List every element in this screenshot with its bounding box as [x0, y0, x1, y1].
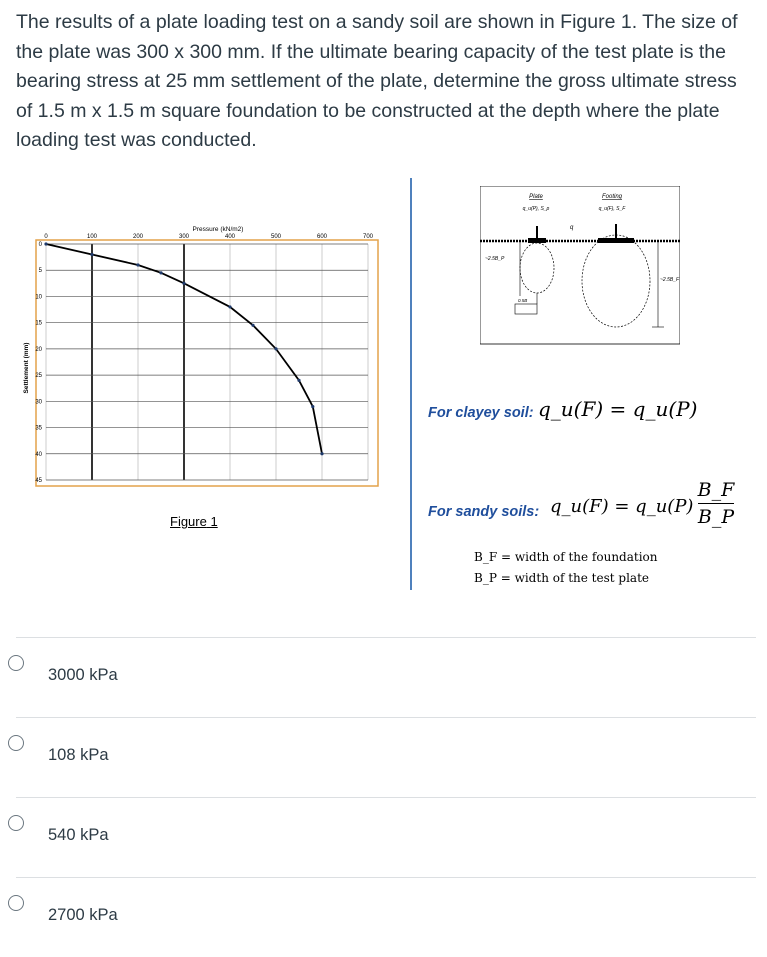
chart-point — [320, 452, 323, 455]
chart-point — [44, 242, 47, 245]
chart-x-tick-label: 300 — [178, 234, 190, 240]
choice-item[interactable] — [0, 717, 767, 797]
chart-y-tick-label: 25 — [35, 373, 42, 380]
chart-y-tick-label: 45 — [35, 478, 42, 484]
chart-y-tick-label: 0 — [38, 242, 42, 248]
chart-point — [274, 347, 277, 350]
chart-y-tick-label: 40 — [35, 451, 42, 458]
plate-footing-diagram — [480, 186, 680, 346]
chart-point — [136, 263, 139, 266]
legend-foundation: B_F = width of the foundation — [474, 550, 658, 564]
chart-x-ticks — [44, 234, 373, 240]
diagram-right-depth: ~2.5B_F — [660, 277, 680, 283]
chart-y-tick-label: 15 — [35, 320, 42, 327]
chart-ylabel: Settlement (mm) — [23, 342, 30, 394]
sandy-soil-equation-left: q_u(F) = q_u(P) — [550, 496, 694, 517]
clayey-soil-label: For clayey soil: — [428, 405, 534, 421]
sandy-soil-label: For sandy soils: — [428, 504, 540, 520]
choice-label[interactable]: 108 kPa — [48, 746, 109, 764]
fraction-numerator: B_F — [697, 479, 735, 501]
chart-point — [311, 405, 314, 408]
radio-button[interactable] — [8, 655, 24, 671]
diagram-small-label: 0.5B — [518, 298, 528, 303]
figure-caption-number: 1 — [210, 514, 218, 529]
sandy-soil-fraction — [696, 478, 736, 529]
chart-y-tick-label: 20 — [35, 346, 42, 353]
diagram-frame — [480, 186, 680, 344]
chart-x-tick-label: 700 — [362, 234, 374, 240]
choice-item[interactable] — [0, 877, 767, 957]
choice-label[interactable]: 2700 kPa — [48, 906, 118, 924]
chart-plot-border — [36, 240, 378, 486]
fraction-denominator: B_P — [697, 506, 735, 528]
chart-point — [228, 305, 231, 308]
chart-y-tick-label: 30 — [35, 399, 42, 406]
chart-x-tick-label: 200 — [132, 234, 144, 240]
figure-caption-label: Figure — [170, 514, 207, 529]
chart-x-tick-label: 0 — [44, 234, 48, 240]
diagram-q-label: q — [570, 225, 574, 231]
legend-plate: B_P = width of the test plate — [474, 571, 649, 585]
diagram-footing-sub: q_u(F), S_F — [598, 206, 626, 212]
radio-button[interactable] — [8, 895, 24, 911]
question-text: The results of a plate loading test on a sandy soil are shown in Figure 1. The size of the plate was 300 x 300 mm. If the ultimate bearing capacity of the test plate is the bearing stress at 25 mm settlement of the plate, determine the gross ultimate stress of 1.5 m x 1.5 m square foundation to be constructed at the depth where the plate loading test was conducted. — [16, 11, 738, 151]
diagram-plate-sub: q_u(P), S_p — [522, 206, 550, 212]
diagram-plate-label: Plate — [529, 194, 543, 200]
chart-x-tick-label: 600 — [316, 234, 328, 240]
chart-point — [251, 324, 254, 327]
fraction-bar — [698, 503, 734, 504]
chart-title: Pressure (kN/m2) — [192, 226, 244, 233]
plate-shape — [528, 238, 546, 243]
chart-y-tick-label: 5 — [38, 268, 42, 275]
chart-point — [90, 253, 93, 256]
diagram-left-depth: ~2.5B_P — [485, 256, 505, 262]
chart-point — [297, 379, 300, 382]
figure-caption — [170, 514, 218, 529]
choice-item[interactable] — [0, 797, 767, 877]
chart-y-tick-label: 10 — [35, 294, 42, 301]
chart-x-tick-label: 500 — [270, 234, 282, 240]
chart-x-tick-label: 400 — [224, 234, 236, 240]
chart-point — [182, 282, 185, 285]
chart-point — [159, 271, 162, 274]
settlement-chart — [18, 218, 380, 488]
diagram-footing-label: Footing — [601, 194, 623, 200]
chart-x-tick-label: 100 — [86, 234, 98, 240]
choice-label[interactable]: 540 kPa — [48, 826, 109, 844]
choice-item[interactable] — [0, 637, 767, 717]
chart-y-tick-label: 35 — [35, 425, 42, 432]
figure-divider — [410, 178, 412, 590]
radio-button[interactable] — [8, 735, 24, 751]
clayey-soil-equation: q_u(F) = q_u(P) — [538, 397, 698, 421]
footing-shape — [598, 238, 634, 243]
choice-label[interactable]: 3000 kPa — [48, 666, 118, 684]
radio-button[interactable] — [8, 815, 24, 831]
